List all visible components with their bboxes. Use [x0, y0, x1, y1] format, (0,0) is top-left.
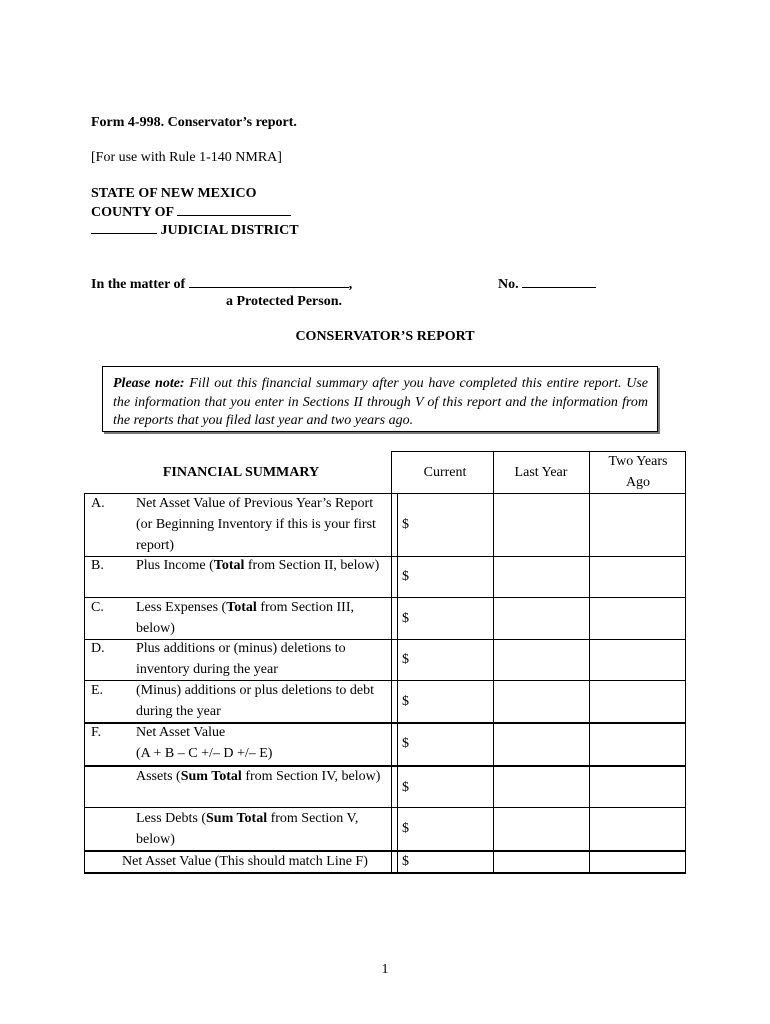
state-heading: STATE OF NEW MEXICO — [91, 186, 257, 201]
note-label: Please note: — [113, 376, 185, 391]
row-e-description: (Minus) additions or plus deletions to debt during the year — [136, 683, 374, 719]
row-c-description: Less Expenses (Total from Section III, below) — [136, 600, 355, 636]
row-f-letter: F. — [91, 725, 102, 740]
row-e-current-amount[interactable]: $ — [402, 694, 409, 709]
row-f-current-amount[interactable]: $ — [402, 736, 409, 751]
note-text: Fill out this financial summary after you have completed this entire report. Use the information that you enter in Sections II through V of this report and the information from the reports that you filed last year and two years ago. — [113, 376, 649, 428]
district-blank[interactable] — [91, 221, 157, 234]
district-label: JUDICIAL DISTRICT — [160, 223, 299, 238]
row-a-description: Net Asset Value of Previous Year’s Report (or Beginning Inventory if this is your first report) — [136, 496, 376, 553]
rule-note: [For use with Rule 1-140 NMRA] — [91, 150, 282, 165]
row-debts-description: Less Debts (Sum Total from Section V, below) — [136, 811, 359, 847]
county-line — [91, 203, 291, 221]
row-b-letter: B. — [91, 558, 104, 573]
col-last-year: Last Year — [514, 465, 568, 480]
row-final-description: Net Asset Value (This should match Line F) — [122, 854, 368, 869]
case-number-label: No. — [498, 277, 519, 292]
matter-line: In the matter of , — [91, 277, 353, 292]
report-title: CONSERVATOR’S REPORT — [295, 329, 475, 344]
row-d-letter: D. — [91, 641, 105, 656]
row-assets-description: Assets (Sum Total from Section IV, below) — [136, 769, 381, 784]
col-two-years-ago: Two Years Ago — [608, 454, 668, 490]
county-blank[interactable] — [177, 203, 291, 216]
row-e-letter: E. — [91, 683, 104, 698]
row-b-description: Plus Income (Total from Section II, below) — [136, 558, 380, 573]
row-d-description: Plus additions or (minus) deletions to inventory during the year — [136, 641, 346, 677]
page-number: 1 — [381, 962, 389, 977]
case-number-line — [498, 275, 596, 293]
row-a-letter: A. — [91, 496, 105, 511]
col-current: Current — [423, 465, 467, 480]
row-debts-current-amount[interactable]: $ — [402, 821, 409, 836]
row-f-description: Net Asset Value (A + B – C +/– D +/– E) — [136, 725, 273, 761]
row-a-current-amount[interactable]: $ — [402, 517, 409, 532]
row-assets-current-amount[interactable]: $ — [402, 780, 409, 795]
district-line — [91, 221, 299, 239]
protected-person-label: a Protected Person. — [226, 294, 342, 309]
case-number-blank[interactable] — [522, 275, 596, 288]
row-d-current-amount[interactable]: $ — [402, 652, 409, 667]
note-box — [102, 366, 658, 432]
matter-label: In the matter of — [91, 277, 186, 292]
row-c-current-amount[interactable]: $ — [402, 611, 409, 626]
row-c-letter: C. — [91, 600, 104, 615]
row-final-current-amount[interactable]: $ — [402, 854, 409, 869]
county-label: COUNTY OF — [91, 205, 174, 220]
form-title: Form 4-998. Conservator’s report. — [91, 115, 297, 130]
row-b-current-amount[interactable]: $ — [402, 569, 409, 584]
summary-title: FINANCIAL SUMMARY — [162, 465, 320, 480]
matter-blank[interactable] — [189, 275, 349, 288]
